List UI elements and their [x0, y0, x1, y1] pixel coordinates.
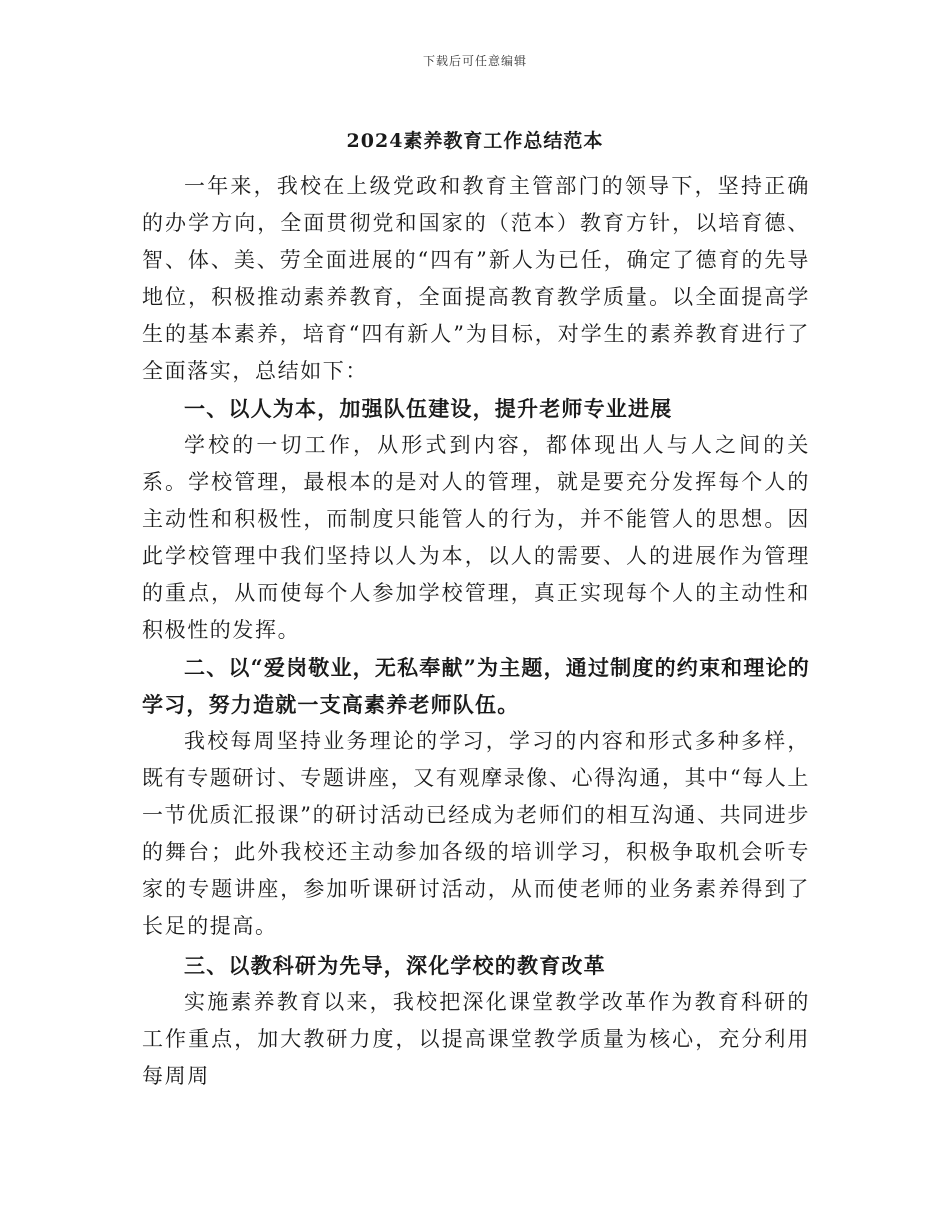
section-3-body: 实施素养教育以来，我校把深化课堂教学改革作为教育科研的工作重点，加大教研力度，以提高课堂教学质量为核心，充分利用每周周	[142, 990, 810, 1088]
section-3-heading: 三、以教科研为先导，深化学校的教育改革	[184, 953, 606, 978]
section-2-body: 我校每周坚持业务理论的学习，学习的内容和形式多种多样，既有专题研讨、专题讲座，又有观摩录像、心得沟通，其中“每人上一节优质汇报课”的研讨活动已经成为老师们的相互沟通、共同进步的舞台；此外我校还主动参加各级的培训学习，积极争取机会听专家的专题讲座，参加听课研讨活动，从而使老师的业务素养得到了长足的提高。	[142, 729, 810, 938]
section-1-body: 学校的一切工作，从形式到内容，都体现出人与人之间的关系。学校管理，最根本的是对人的管理，就是要充分发挥每个人的主动性和积极性，而制度只能管人的行为，并不能管人的思想。因此学校管理中我们坚持以人为本，以人的需要、人的进展作为管理的重点，从而使每个人参加学校管理，真正实现每个人的主动性和积极性的发挥。	[142, 433, 810, 642]
document-title: 2024素养教育工作总结范本	[346, 130, 604, 152]
intro-paragraph: 一年来，我校在上级党政和教育主管部门的领导下，坚持正确的办学方向，全面贯彻党和国家的（范本）教育方针，以培育德、智、体、美、劳全面进展的“四有”新人为已任，确定了德育的先导地位，积极推动素养教育，全面提高教育教学质量。以全面提高学生的基本素养，培育“四有新人”为目标，对学生的素养教育进行了全面落实，总结如下：	[142, 174, 810, 383]
header-note: 下载后可任意编辑	[422, 54, 527, 68]
section-1-heading: 一、以人为本，加强队伍建设，提升老师专业进展	[184, 396, 673, 421]
document-body	[142, 168, 810, 1095]
section-2-heading: 二、以“爱岗敬业，无私奉献”为主题，通过制度的约束和理论的学习，努力造就一支高素养老师队伍。	[142, 655, 810, 717]
